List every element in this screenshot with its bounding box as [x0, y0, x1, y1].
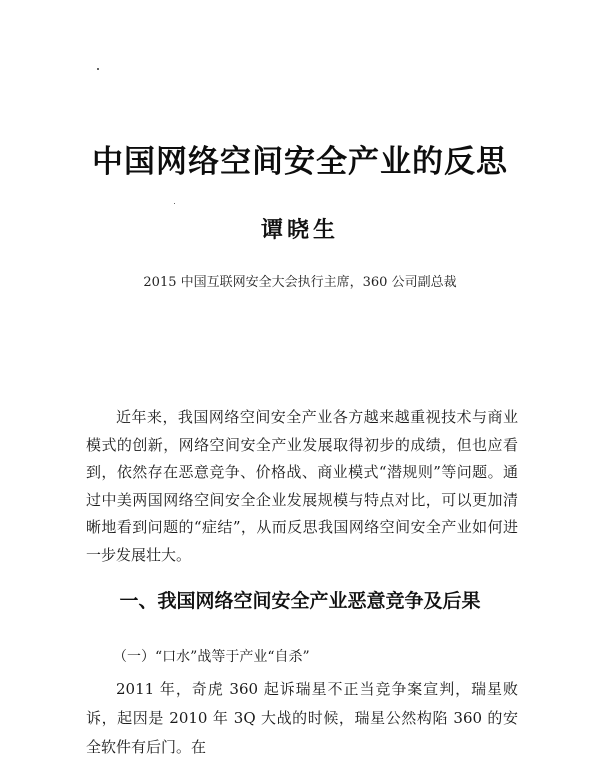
author-affiliation: 2015 中国互联网安全大会执行主席，360 公司副总裁 [143, 275, 457, 290]
intro-paragraph: 近年来，我国网络空间安全产业各方越来越重视技术与商业模式的创新，网络空间安全产业发展取得初步的成绩，但也应看到，依然存在恶意竞争、价格战、商业模式“潜规则”等问题。通过中美两国网络空间安全企业发展规模与特点对比，可以更加清晰地看到问题的“症结”，从而反思我国网络空间安全产业如何进一步发展壮大。 [86, 408, 518, 564]
scan-speck [174, 203, 175, 204]
subsection-paragraph: 2011 年，奇虎 360 起诉瑞星不正当竞争案宣判，瑞星败诉，起因是 2010 年 3Q 大战的时候，瑞星公然构陷 360 的安全软件有后门。在 [86, 680, 518, 756]
section-heading: 一、我国网络空间安全产业恶意竞争及后果 [119, 590, 481, 612]
subsection-heading: （一）“口水”战等于产业“自杀” [113, 649, 310, 665]
author-name: 谭晓生 [260, 217, 339, 243]
document-title: 中国网络空间安全产业的反思 [92, 144, 508, 180]
scan-speck [97, 68, 99, 70]
